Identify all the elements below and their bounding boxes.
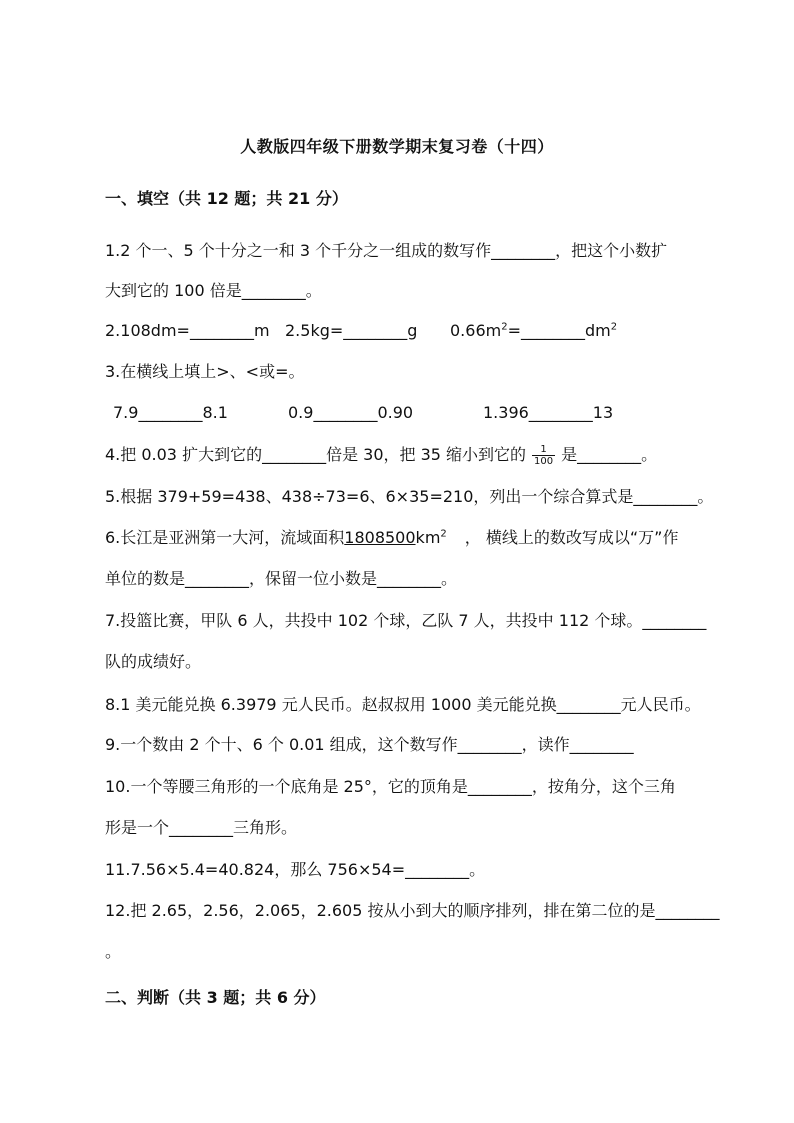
question-6-line-1: 6.长江是亚洲第一大河，流域面积$1808500km^2$ ， 横线上的数改写成以“万”作 [105, 528, 679, 547]
question-2-part-c: $0.66m^2=\_\_\_\_\_\_\_\_dm^2$ [450, 321, 618, 340]
section-heading-true-false: 二、判断（共 3 题；共 6 分） [105, 988, 326, 1007]
fraction-one-hundredth: $\frac{1}{100}$ [534, 444, 554, 467]
question-3-line-1: 3.在横线上填上>、<或=。 [105, 362, 305, 381]
question-10-line-1: 10.一个等腰三角形的一个底角是 25°，它的顶角是________，按角分，这个三角 [105, 777, 676, 796]
question-2 [105, 320, 725, 342]
question-1-line-1: 1.2 个一、5 个十分之一和 3 个千分之一组成的数写作________，把这个小数扩 [105, 241, 668, 260]
question-3-part-b: 0.9________0.90 [288, 403, 414, 422]
question-8: 8.1 美元能兑换 6.3979 元人民币。赵叔叔用 1000 美元能兑换________元人民币。 [105, 695, 701, 714]
question-12-line-1: 12.把 2.65，2.56，2.065，2.605 按从小到大的顺序排列，排在第二位的是________ [105, 901, 720, 920]
question-11: 11.7.56×5.4=40.824，那么 756×54=________。 [105, 860, 486, 879]
section-heading-fill-in: 一、填空（共 12 题；共 21 分） [105, 189, 348, 208]
underlined-area-number: 1808500 [344, 528, 416, 547]
question-2-part-a: 2.108dm=________m [105, 321, 270, 340]
page-title: 人教版四年级下册数学期末复习卷（十四） [240, 137, 554, 156]
question-9: 9.一个数由 2 个十、6 个 0.01 组成，这个数写作________，读作________ [105, 735, 634, 754]
question-5: 5.根据 379+59=438、438÷73=6、6×35=210，列出一个综合算式是________。 [105, 487, 714, 506]
question-10-line-2: 形是一个________三角形。 [105, 818, 298, 837]
question-3-line-2 [113, 402, 733, 424]
question-3-part-a: 7.9________8.1 [113, 403, 228, 422]
question-7-line-2: 队的成绩好。 [105, 652, 202, 671]
question-4: 4.把 0.03 扩大到它的________倍是 30，把 35 缩小到它的 $\frac{1}{100}$ 是________。 [105, 444, 658, 467]
question-12-line-2: 。 [105, 942, 122, 961]
question-7-line-1: 7.投篮比赛，甲队 6 人，共投中 102 个球，乙队 7 人，共投中 112 个球。________ [105, 611, 707, 630]
question-1-line-2: 大到它的 100 倍是________。 [105, 281, 322, 300]
question-3-part-c: 1.396________13 [483, 403, 614, 422]
question-2-part-b: 2.5kg=________g [285, 321, 418, 340]
question-6-line-2: 单位的数是________，保留一位小数是________。 [105, 569, 458, 588]
